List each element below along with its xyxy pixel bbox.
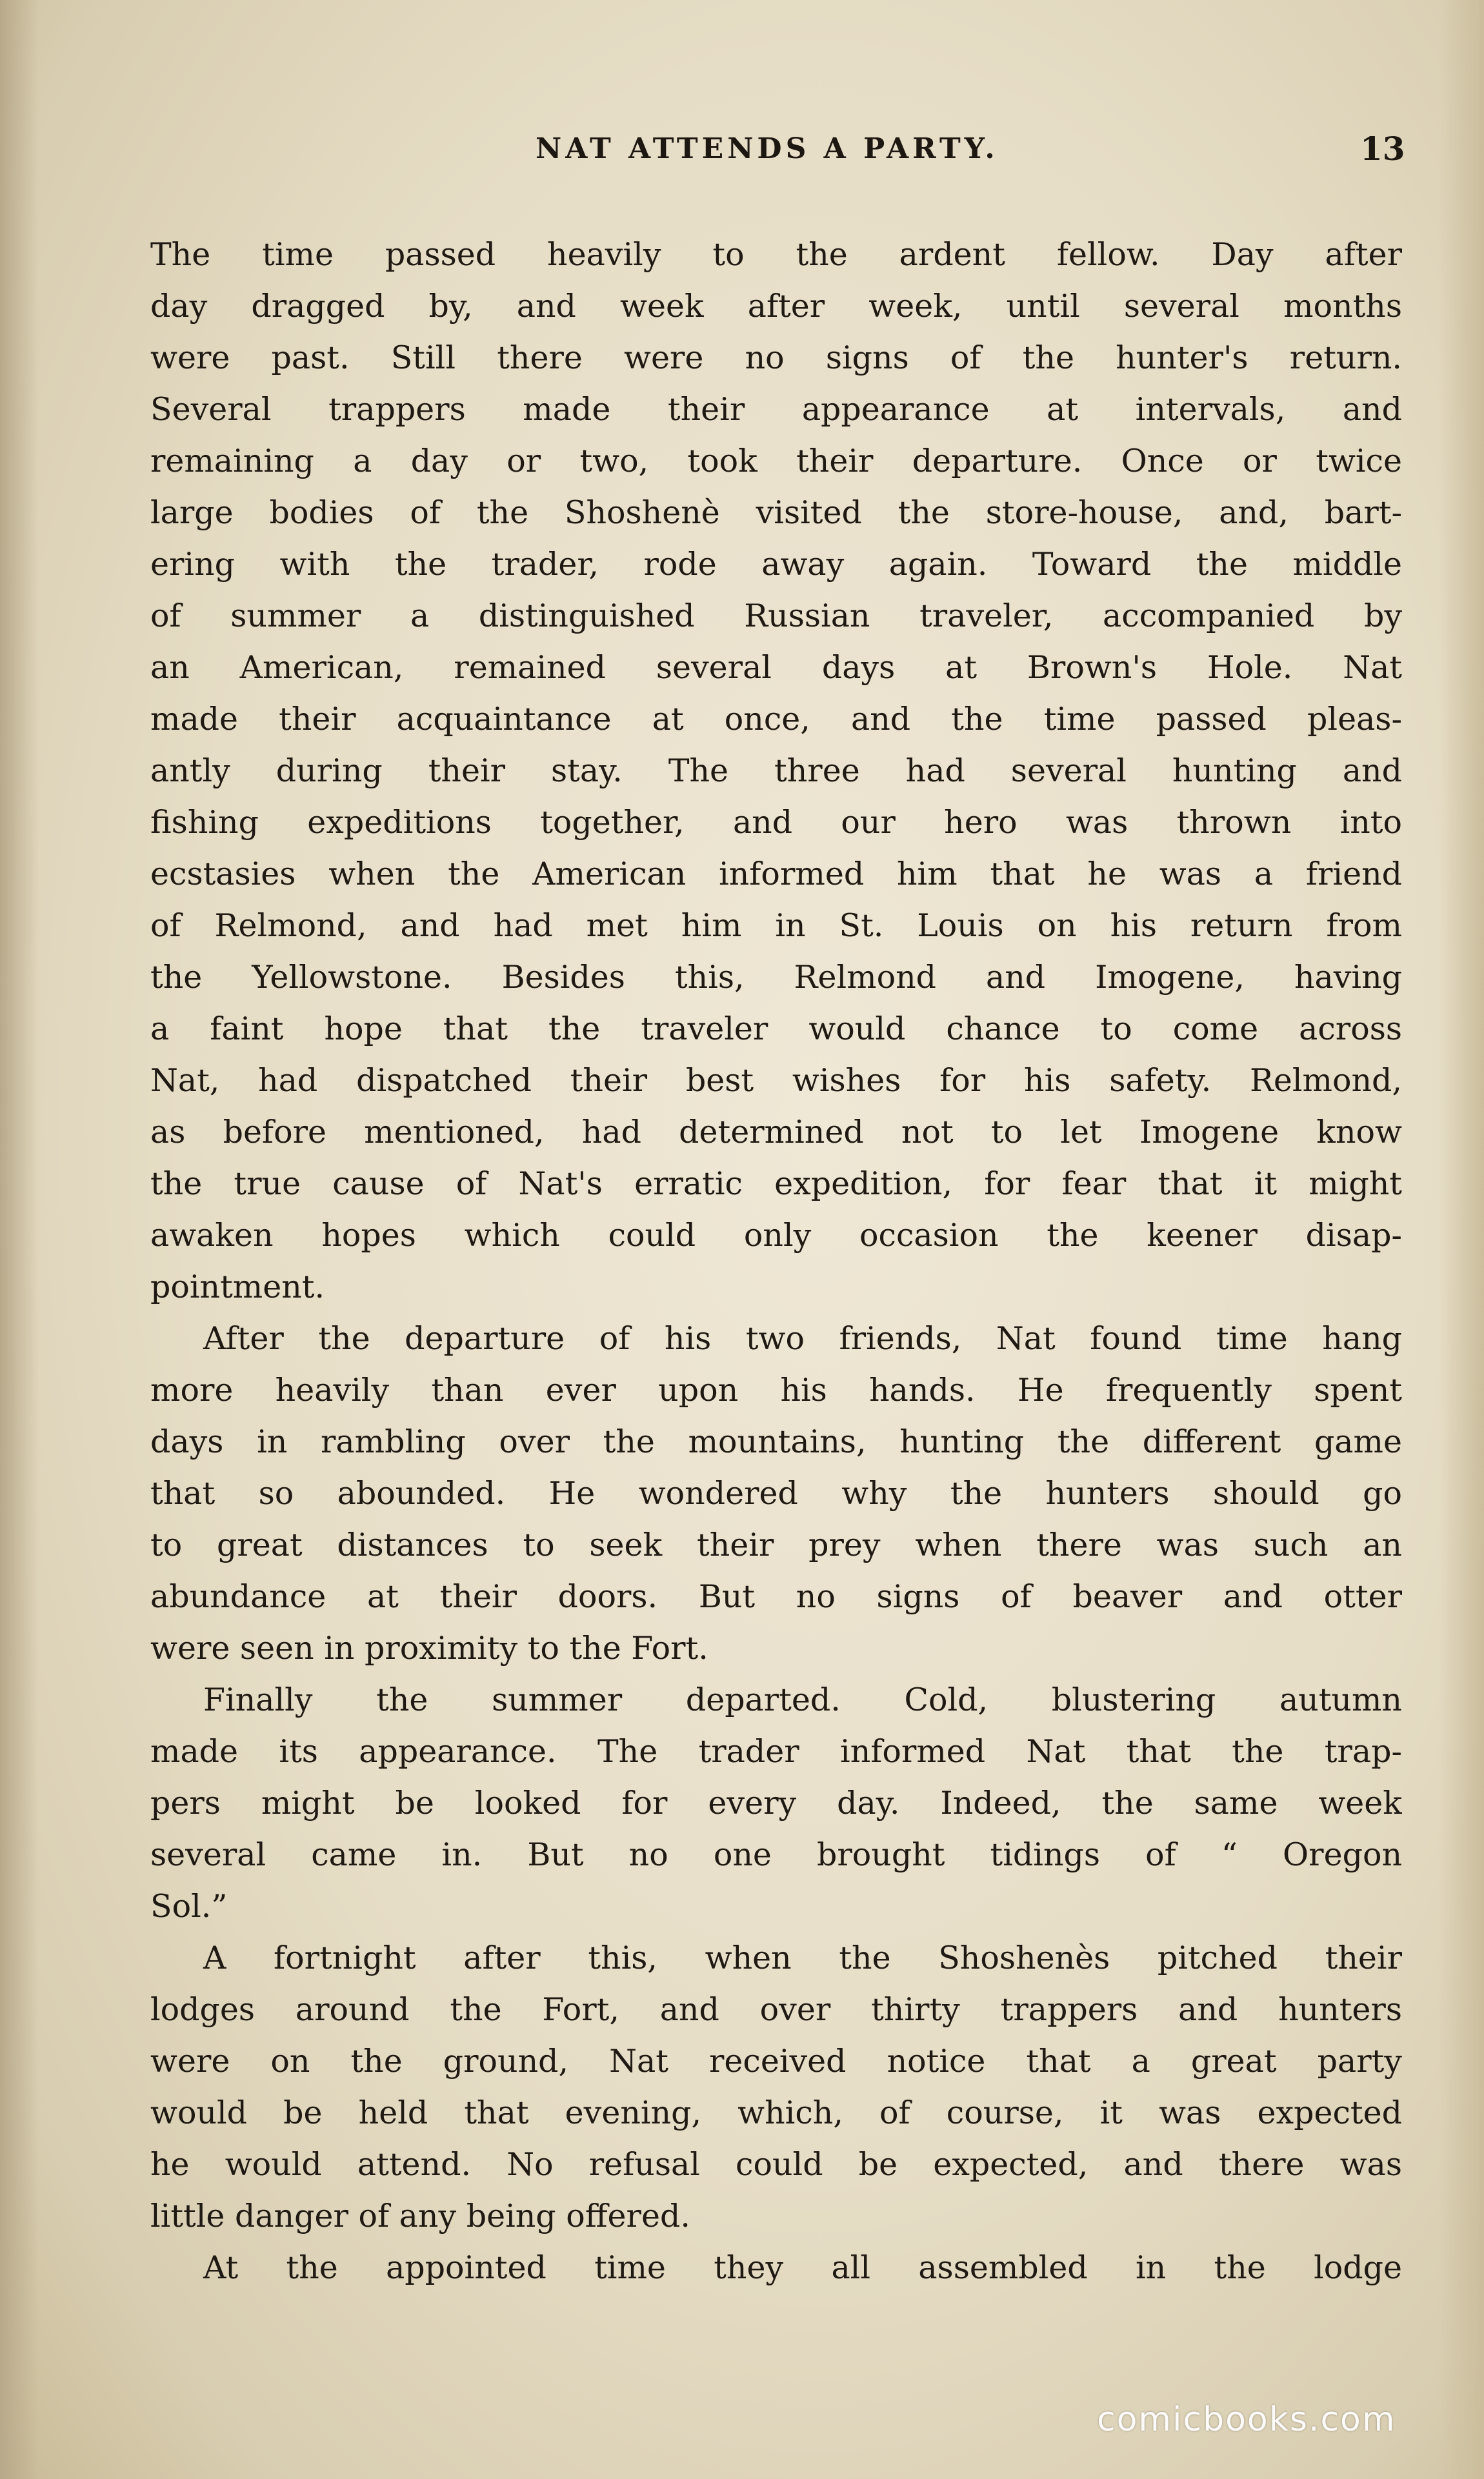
- text-line: abundance at their doors. But no signs of beaver and otter: [150, 1578, 1402, 1615]
- text-line: lodges around the Fort, and over thirty trappers and hunters: [150, 1991, 1402, 2028]
- text-line: fishing expeditions together, and our hero was thrown into: [150, 804, 1402, 841]
- text-line: little danger of any being offered.: [150, 2198, 690, 2234]
- text-line: days in rambling over the mountains, hunting the different game: [150, 1423, 1402, 1460]
- text-line: were past. Still there were no signs of the hunter's return.: [150, 339, 1402, 376]
- text-line: large bodies of the Shoshenè visited the store-house, and, bart-: [150, 494, 1402, 531]
- page-header: [0, 132, 1484, 184]
- text-line: Finally the summer departed. Cold, blustering autumn: [203, 1681, 1402, 1718]
- text-line: that so abounded. He wondered why the hunters should go: [150, 1475, 1402, 1512]
- text-line: Several trappers made their appearance at intervals, and: [150, 391, 1402, 428]
- text-line: After the departure of his two friends, Nat found time hang: [203, 1320, 1402, 1357]
- page-left-edge-shadow: [0, 0, 39, 2479]
- watermark: comicbooks.com: [1097, 2400, 1396, 2439]
- text-line: several came in. But no one brought tidings of “ Oregon: [150, 1836, 1402, 1873]
- text-line: were on the ground, Nat received notice that a great party: [150, 2043, 1402, 2080]
- text-line: Sol.”: [150, 1888, 228, 1925]
- text-line: A fortnight after this, when the Shoshenès pitched their: [203, 1940, 1402, 1976]
- text-line: At the appointed time they all assembled in the lodge: [203, 2249, 1402, 2286]
- text-line: pointment.: [150, 1269, 325, 1305]
- text-line: of Relmond, and had met him in St. Louis on his return from: [150, 907, 1402, 944]
- text-line: Nat, had dispatched their best wishes for his safety. Relmond,: [150, 1062, 1402, 1099]
- text-line: remaining a day or two, took their departure. Once or twice: [150, 443, 1402, 479]
- body-text: [150, 229, 1402, 2294]
- text-line: of summer a distinguished Russian traveler, accompanied by: [150, 597, 1402, 634]
- page-right-edge-shadow: [1439, 0, 1484, 2479]
- text-line: would be held that evening, which, of course, it was expected: [150, 2094, 1402, 2131]
- text-line: pers might be looked for every day. Indeed, the same week: [150, 1785, 1402, 1822]
- text-line: a faint hope that the traveler would chance to come across: [150, 1010, 1402, 1047]
- text-line: he would attend. No refusal could be expected, and there was: [150, 2146, 1402, 2183]
- text-line: antly during their stay. The three had several hunting and: [150, 752, 1402, 789]
- text-line: ecstasies when the American informed him that he was a friend: [150, 856, 1402, 892]
- text-line: the true cause of Nat's erratic expedition, for fear that it might: [150, 1165, 1402, 1202]
- text-line: an American, remained several days at Brown's Hole. Nat: [150, 649, 1402, 686]
- text-line: to great distances to seek their prey when there was such an: [150, 1527, 1402, 1563]
- text-line: more heavily than ever upon his hands. He frequently spent: [150, 1372, 1402, 1409]
- text-line: made its appearance. The trader informed Nat that the trap-: [150, 1733, 1402, 1770]
- text-line: as before mentioned, had determined not to let Imogene know: [150, 1114, 1402, 1150]
- text-line: The time passed heavily to the ardent fellow. Day after: [150, 236, 1402, 273]
- running-head: NAT ATTENDS A PARTY.: [536, 132, 999, 165]
- text-line: the Yellowstone. Besides this, Relmond and Imogene, having: [150, 959, 1402, 996]
- text-line: made their acquaintance at once, and the time passed pleas-: [150, 701, 1402, 738]
- page-number: 13: [1360, 130, 1405, 168]
- text-line: were seen in proximity to the Fort.: [150, 1630, 708, 1667]
- text-line: awaken hopes which could only occasion the keener disap-: [150, 1217, 1402, 1254]
- text-line: day dragged by, and week after week, until several months: [150, 288, 1402, 325]
- text-line: ering with the trader, rode away again. Toward the middle: [150, 546, 1402, 583]
